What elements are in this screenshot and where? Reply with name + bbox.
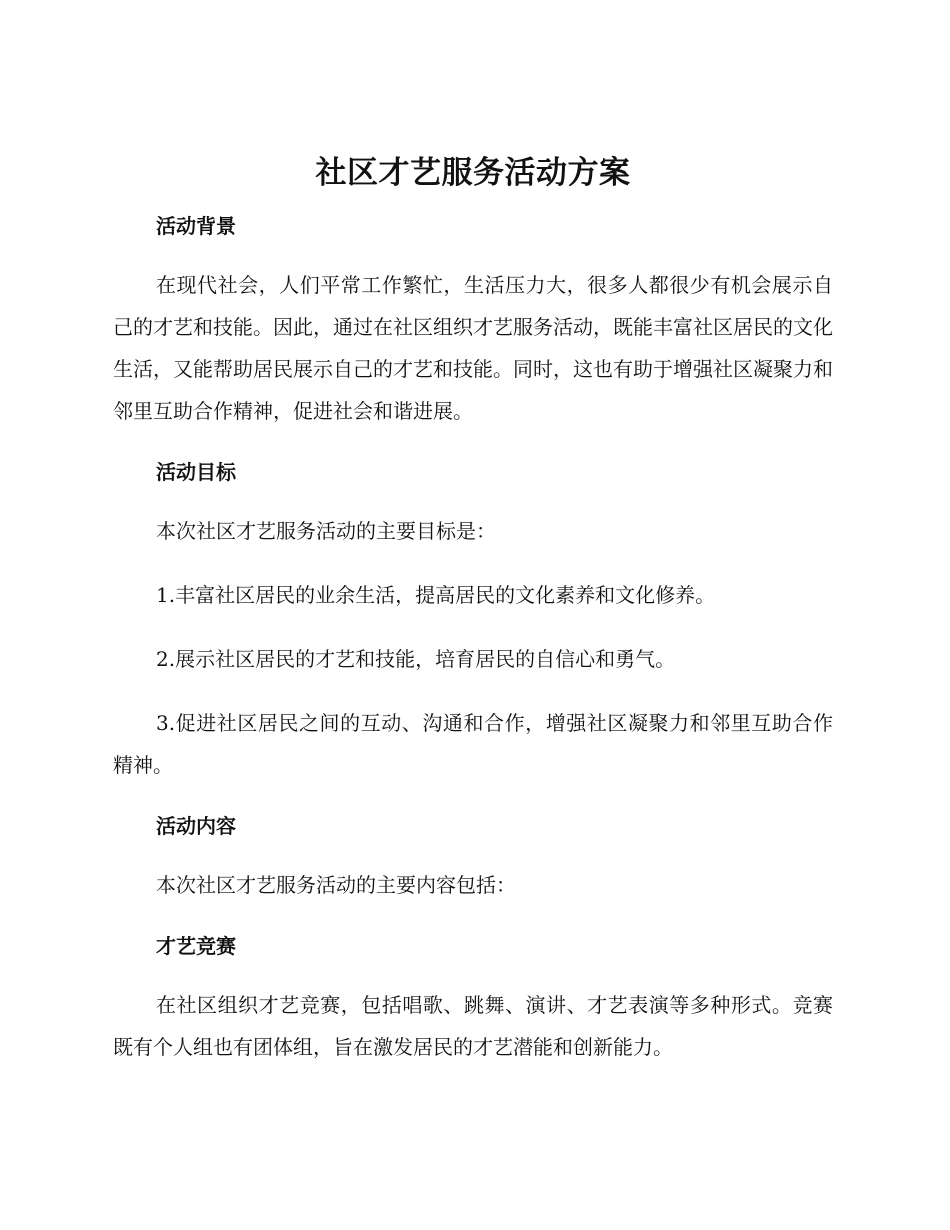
paragraph-goal-3: 3.促进社区居民之间的互动、沟通和合作，增强社区凝聚力和邻里互助合作精神。 [113, 711, 833, 777]
paragraph-goal-1: 1.丰富社区居民的业余生活，提高居民的文化素养和文化修养。 [156, 583, 716, 607]
document-page [113, 150, 833, 1068]
section-heading-goals: 活动目标 [156, 460, 236, 484]
paragraph-competition: 在社区组织才艺竞赛，包括唱歌、跳舞、演讲、才艺表演等多种形式。竞赛既有个人组也有团体组，旨在激发居民的才艺潜能和创新能力。 [113, 993, 833, 1059]
paragraph-goals-intro: 本次社区才艺服务活动的主要目标是： [156, 519, 496, 543]
section-heading-content: 活动内容 [156, 814, 236, 838]
paragraph-background: 在现代社会，人们平常工作繁忙，生活压力大，很多人都很少有机会展示自己的才艺和技能。因此，通过在社区组织才艺服务活动，既能丰富社区居民的文化生活，又能帮助居民展示自己的才艺和技能。同时，这也有助于增强社区凝聚力和邻里互助合作精神，促进社会和谐进展。 [113, 273, 833, 423]
section-heading-competition: 才艺竞赛 [156, 934, 236, 958]
section-heading-background: 活动背景 [156, 214, 236, 238]
document-title: 社区才艺服务活动方案 [315, 155, 631, 191]
paragraph-content-intro: 本次社区才艺服务活动的主要内容包括： [156, 873, 516, 897]
paragraph-goal-2: 2.展示社区居民的才艺和技能，培育居民的自信心和勇气。 [156, 647, 676, 671]
